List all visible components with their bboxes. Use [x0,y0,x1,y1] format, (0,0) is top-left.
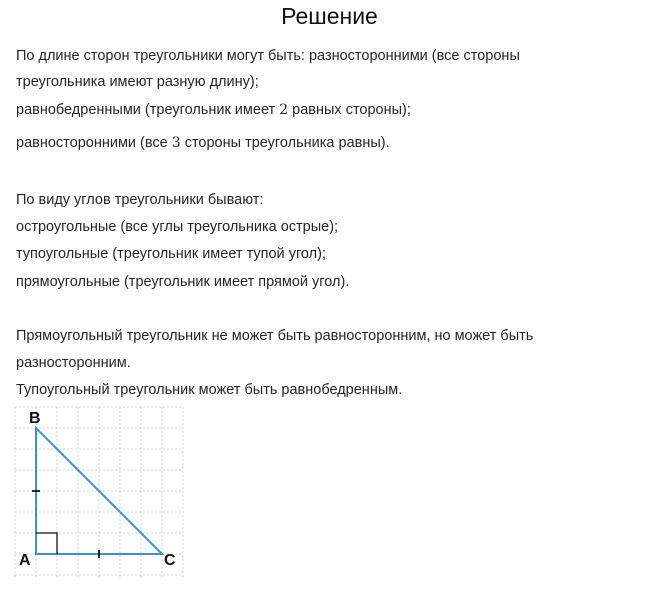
text-line [16,101,411,119]
number: 3 [171,135,181,151]
text-line: остроугольные (все углы треугольника острые); [16,219,339,235]
vertex-label-b: B [29,410,41,427]
vertex-label-a: A [19,552,31,569]
text-line: разносторонним. [16,355,131,371]
number: 2 [279,102,289,118]
text-line: треугольника имеют разную длину); [16,74,259,90]
right-angle-marker [36,533,57,554]
text-line: По виду углов треугольники бывают: [16,192,264,208]
text-line: Тупоугольный треугольник может быть равнобедренным. [16,382,403,398]
triangle-diagram [12,405,192,580]
solution-title: Решение [281,3,378,29]
triangle-figure [12,405,192,580]
vertex-label-c: C [164,552,176,569]
text-fragment: равных стороны); [288,102,411,118]
text-fragment: равносторонними (все [16,135,172,151]
text-fragment: стороны треугольника равны). [180,135,390,151]
text-line: Прямоугольный треугольник не может быть равносторонним, но может быть [16,328,534,344]
text-line: тупоугольные (треугольник имеет тупой угол); [16,246,326,262]
text-line: прямоугольные (треугольник имеет прямой угол). [16,274,350,290]
text-line: По длине сторон треугольники могут быть: разносторонними (все стороны [16,48,520,64]
text-line [16,134,390,152]
text-fragment: равнобедренными (треугольник имеет [16,102,280,118]
